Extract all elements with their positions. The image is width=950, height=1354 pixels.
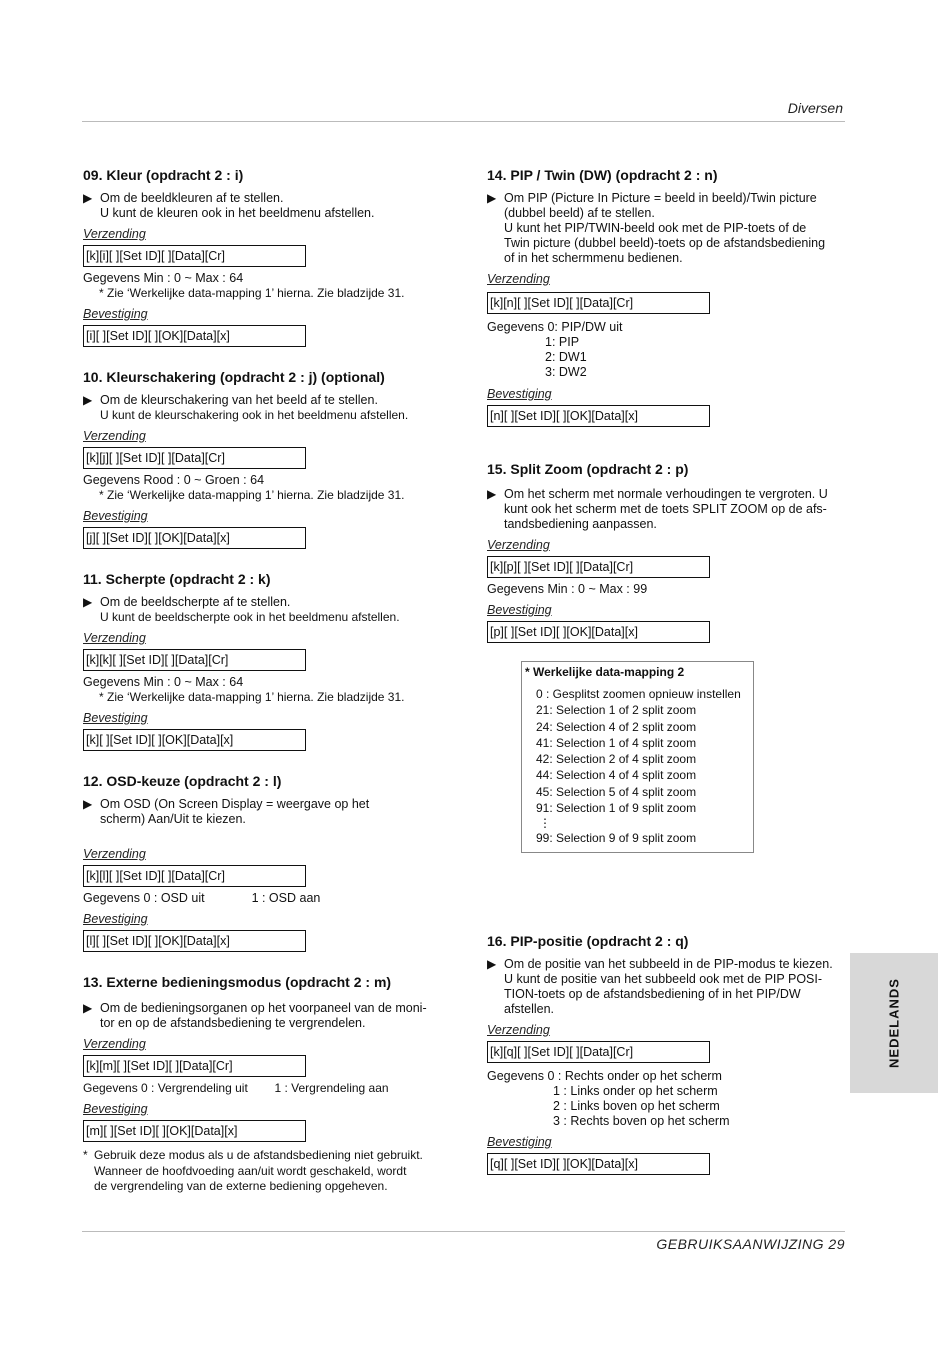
send-label: Verzending [83, 429, 146, 443]
ack-command-box: [k][ ][Set ID][ ][OK][Data][x] [83, 729, 306, 751]
send-label: Verzending [83, 1037, 146, 1051]
mapping-note: * Zie ‘Werkelijke data-mapping 1’ hierna. Zie bladzijde 31. [99, 286, 405, 300]
section-title-10: 10. Kleurschakering (opdracht 2 : j) (optional) [83, 369, 385, 385]
send-command-box: [k][i][ ][Set ID][ ][Data][Cr] [83, 245, 306, 267]
data-option: Gegevens 0 : OSD uit [83, 891, 205, 905]
data-option: 2: DW1 [545, 350, 587, 364]
ack-command-box: [m][ ][Set ID][ ][OK][Data][x] [83, 1120, 306, 1142]
data-range: Gegevens Min : 0 ~ Max : 99 [487, 582, 648, 596]
right-column [487, 167, 847, 643]
arrow-icon: ▶ [83, 1001, 93, 1015]
data-option: 3 : Rechts boven op het scherm [553, 1114, 730, 1128]
footnote-line: de vergrendeling van de externe bediening opgeheven. [94, 1179, 388, 1193]
footnote-line: Wanneer de hoofdvoeding aan/uit wordt geschakeld, wordt [94, 1163, 407, 1178]
ack-command-box: [j][ ][Set ID][ ][OK][Data][x] [83, 527, 306, 549]
send-command-box: [k][k][ ][Set ID][ ][Data][Cr] [83, 649, 306, 671]
description-line: scherm) Aan/Uit te kiezen. [100, 812, 246, 826]
footnote-line: Gebruik deze modus als u de afstandsbediening niet gebruikt. [94, 1148, 423, 1162]
language-tab-label: NEDELANDS [886, 978, 902, 1068]
description-line: kunt ook het scherm met de toets SPLIT ZOOM op de afs- [504, 502, 827, 516]
description-line: U kunt de positie van het subbeeld ook met de PIP POSI- [504, 972, 823, 986]
description-10 [83, 393, 443, 423]
arrow-icon: ▶ [83, 393, 93, 407]
ack-command-box: [l][ ][Set ID][ ][OK][Data][x] [83, 930, 306, 952]
data-range: Gegevens Min : 0 ~ Max : 64 [83, 675, 244, 689]
description-14 [487, 191, 847, 266]
section-title-14: 14. PIP / Twin (DW) (opdracht 2 : n) [487, 167, 718, 183]
mapping-note: * Zie ‘Werkelijke data-mapping 1’ hierna. Zie bladzijde 31. [99, 690, 405, 704]
data-option: 3: DW2 [545, 365, 587, 379]
description-line: tor en op de afstandsbediening te vergrendelen. [100, 1016, 366, 1030]
bottom-rule [82, 1231, 845, 1232]
mapping-rows [536, 686, 741, 847]
data-options [487, 1069, 847, 1129]
description-12 [83, 797, 443, 827]
arrow-icon: ▶ [83, 191, 93, 205]
mapping-row: 24: Selection 4 of 2 split zoom [536, 719, 697, 734]
description-line: Om de positie van het subbeeld in de PIP-modus te kiezen. [504, 957, 833, 971]
mapping-note: * Zie ‘Werkelijke data-mapping 1’ hierna. Zie bladzijde 31. [99, 488, 405, 502]
data-option: 2 : Links boven op het scherm [553, 1099, 720, 1113]
footnote [83, 1148, 443, 1195]
mapping-row: 99: Selection 9 of 9 split zoom [536, 831, 697, 846]
description-line: afstellen. [504, 1002, 555, 1016]
description-line: of in het schermmenu bedienen. [504, 251, 683, 265]
data-range: Gegevens Min : 0 ~ Max : 64 [83, 271, 244, 285]
arrow-icon: ▶ [487, 191, 497, 205]
mapping-row: 44: Selection 4 of 4 split zoom [536, 768, 697, 783]
ack-label: Bevestiging [83, 509, 148, 523]
description-line: Om het scherm met normale verhoudingen te vergroten. U [504, 487, 828, 501]
data-option: 1 : OSD aan [251, 891, 321, 905]
data-option: Gegevens 0 : Rechts onder op het scherm [487, 1069, 722, 1083]
data-mapping-box [521, 661, 754, 853]
top-rule [82, 121, 845, 122]
description-line: Om de beeldkleuren af te stellen. [100, 191, 284, 205]
description-line: U kunt de kleuren ook in het beeldmenu afstellen. [100, 206, 375, 220]
send-label: Verzending [487, 272, 550, 286]
send-command-box: [k][q][ ][Set ID][ ][Data][Cr] [487, 1041, 710, 1063]
data-options [487, 320, 847, 380]
data-option: Gegevens 0: PIP/DW uit [487, 320, 623, 334]
section-title-12: 12. OSD-keuze (opdracht 2 : l) [83, 773, 282, 789]
description-09 [83, 191, 443, 221]
data-option: 1 : Vergrendeling aan [274, 1081, 389, 1095]
description-15 [487, 487, 847, 532]
arrow-icon: ▶ [83, 595, 93, 609]
language-tab [850, 953, 938, 1093]
send-command-box: [k][j][ ][Set ID][ ][Data][Cr] [83, 447, 306, 469]
arrow-icon: ▶ [83, 797, 93, 811]
section-header: Diversen [787, 100, 843, 116]
description-16 [487, 957, 847, 1017]
send-label: Verzending [487, 538, 550, 552]
ack-command-box: [q][ ][Set ID][ ][OK][Data][x] [487, 1153, 710, 1175]
mapping-ellipsis: ⋮ [539, 816, 551, 831]
description-line: Om OSD (On Screen Display = weergave op het [100, 797, 370, 811]
ack-command-box: [n][ ][Set ID][ ][OK][Data][x] [487, 405, 710, 427]
description-line: tandsbediening aanpassen. [504, 517, 657, 531]
ack-label: Bevestiging [83, 307, 148, 321]
arrow-icon: ▶ [487, 487, 497, 501]
mapping-title: * Werkelijke data-mapping 2 [525, 665, 685, 679]
section-title-16: 16. PIP-positie (opdracht 2 : q) [487, 933, 689, 949]
section-title-09: 09. Kleur (opdracht 2 : i) [83, 167, 244, 183]
ack-label: Bevestiging [83, 711, 148, 725]
data-option: 1: PIP [545, 335, 580, 349]
ack-label: Bevestiging [83, 912, 148, 926]
mapping-row: 21: Selection 1 of 2 split zoom [536, 703, 697, 718]
mapping-row: 91: Selection 1 of 9 split zoom [536, 801, 697, 816]
data-option: Gegevens 0 : Vergrendeling uit [83, 1081, 248, 1095]
ack-label: Bevestiging [83, 1102, 148, 1116]
send-command-box: [k][m][ ][Set ID][ ][Data][Cr] [83, 1055, 306, 1077]
data-options [83, 891, 443, 906]
section-16 [487, 933, 847, 1175]
section-title-13: 13. Externe bedieningsmodus (opdracht 2 : m) [83, 974, 392, 990]
ack-command-box: [p][ ][Set ID][ ][OK][Data][x] [487, 621, 710, 643]
send-label: Verzending [83, 227, 146, 241]
left-column [83, 167, 443, 1195]
description-line: Om de beeldscherpte af te stellen. [100, 595, 291, 609]
data-option: 1 : Links onder op het scherm [553, 1084, 718, 1098]
data-options [83, 1081, 443, 1096]
description-13 [83, 1001, 443, 1031]
description-line: Om de bedieningsorganen op het voorpaneel van de moni- [100, 1001, 427, 1015]
description-line: U kunt de kleurschakering ook in het beeldmenu afstellen. [100, 408, 409, 422]
description-line: U kunt de beeldscherpte ook in het beeldmenu afstellen. [100, 610, 400, 624]
description-line: Om PIP (Picture In Picture = beeld in beeld)/Twin picture [504, 191, 817, 205]
description-line: Om de kleurschakering van het beeld af te stellen. [100, 393, 378, 407]
ack-label: Bevestiging [487, 1135, 552, 1149]
mapping-row: 0 : Gesplitst zoomen opnieuw instellen [536, 687, 741, 701]
send-command-box: [k][l][ ][Set ID][ ][Data][Cr] [83, 865, 306, 887]
mapping-row: 42: Selection 2 of 4 split zoom [536, 752, 697, 767]
send-label: Verzending [487, 1023, 550, 1037]
mapping-row: 41: Selection 1 of 4 split zoom [536, 735, 697, 750]
description-line: U kunt het PIP/TWIN-beeld ook met de PIP-toets of de [504, 221, 807, 235]
description-line: (dubbel beeld) af te stellen. [504, 206, 655, 220]
page-footer: GEBRUIKSAANWIJZING 29 [656, 1236, 845, 1252]
footnote-star: * [83, 1148, 88, 1162]
ack-command-box: [i][ ][Set ID][ ][OK][Data][x] [83, 325, 306, 347]
description-line: Twin picture (dubbel beeld)-toets op de afstandsbediening [504, 236, 826, 250]
section-title-11: 11. Scherpte (opdracht 2 : k) [83, 571, 271, 587]
ack-label: Bevestiging [487, 603, 552, 617]
data-range: Gegevens Rood : 0 ~ Groen : 64 [83, 473, 265, 487]
send-command-box: [k][p][ ][Set ID][ ][Data][Cr] [487, 556, 710, 578]
description-11 [83, 595, 443, 625]
send-command-box: [k][n][ ][Set ID][ ][Data][Cr] [487, 292, 710, 314]
send-label: Verzending [83, 847, 146, 861]
description-line: TION-toets op de afstandsbediening of in het PIP/DW [504, 987, 801, 1001]
mapping-row: 45: Selection 5 of 4 split zoom [536, 784, 697, 799]
section-title-15: 15. Split Zoom (opdracht 2 : p) [487, 461, 689, 477]
arrow-icon: ▶ [487, 957, 497, 971]
send-label: Verzending [83, 631, 146, 645]
ack-label: Bevestiging [487, 387, 552, 401]
